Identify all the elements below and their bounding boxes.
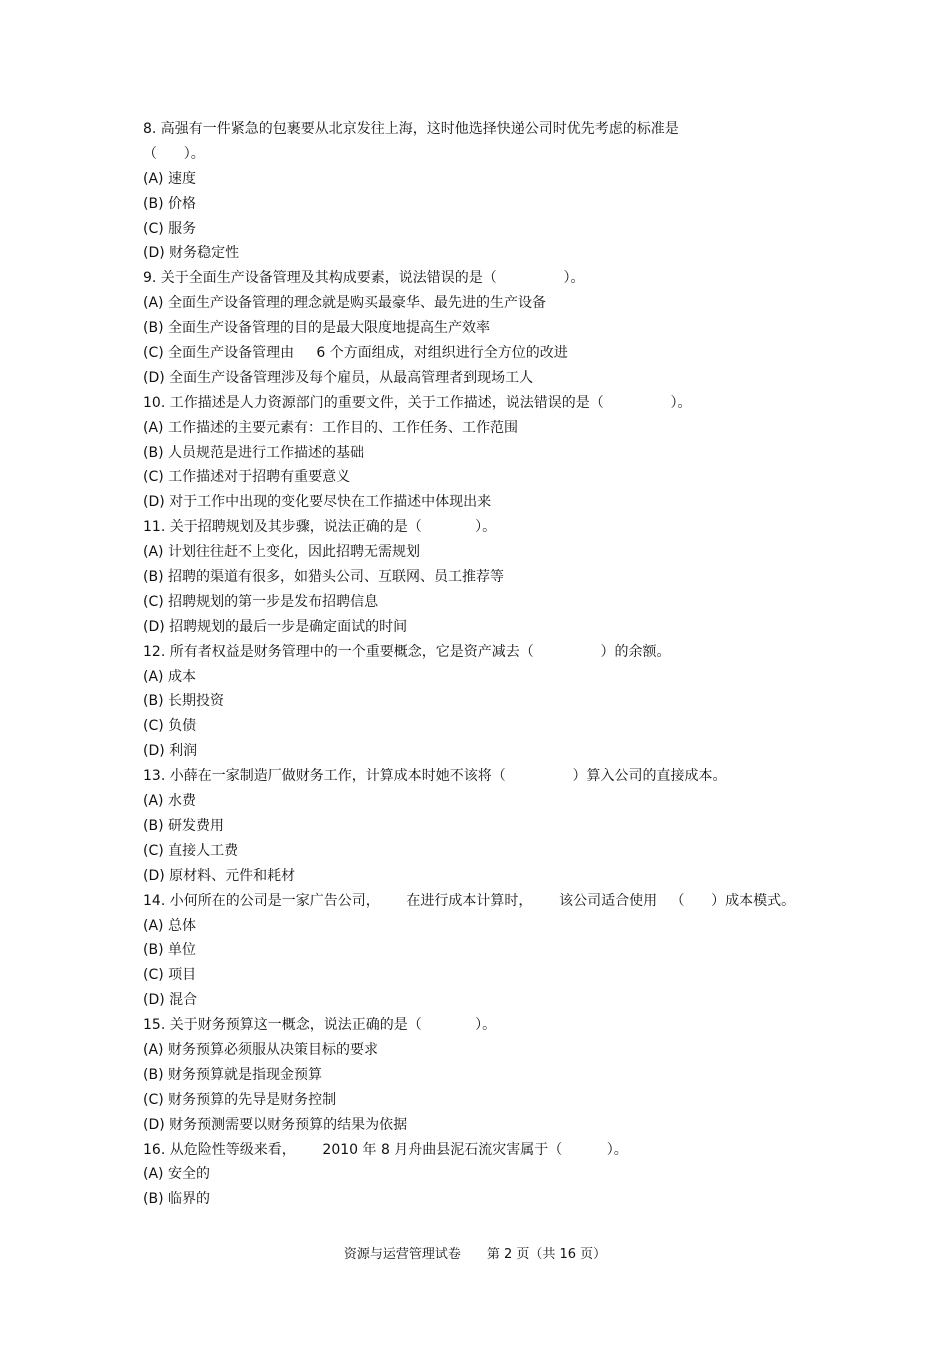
answer-option: (C) 负债 — [143, 718, 197, 735]
answer-option: (B) 全面生产设备管理的目的是最大限度地提高生产效率 — [143, 320, 490, 337]
answer-option: (D) 招聘规划的最后一步是确定面试的时间 — [143, 618, 408, 635]
answer-option: (A) 计划往往赶不上变化，因此招聘无需规划 — [143, 544, 420, 561]
answer-option: (A) 总体 — [143, 917, 196, 934]
question-line: 9. 关于全面生产设备管理及其构成要素，说法错误的是（ ）。 — [143, 270, 585, 287]
answer-option: (D) 全面生产设备管理涉及每个雇员，从最高管理者到现场工人 — [143, 369, 534, 386]
answer-option: (B) 价格 — [143, 195, 196, 212]
question-line: 15. 关于财务预算这一概念，说法正确的是（ ）。 — [143, 1017, 497, 1034]
answer-option: (D) 原材料、元件和耗材 — [143, 867, 296, 884]
footer-exam-title: 资源与运营管理试卷 — [343, 1247, 461, 1262]
answer-option: (D) 财务预测需要以财务预算的结果为依据 — [143, 1116, 408, 1133]
answer-option: (A) 水费 — [143, 793, 196, 810]
answer-option: (A) 成本 — [143, 668, 196, 685]
question-line: 10. 工作描述是人力资源部门的重要文件，关于工作描述，说法错误的是（ ）。 — [143, 394, 692, 411]
answer-option: (C) 招聘规划的第一步是发布招聘信息 — [143, 593, 379, 610]
answer-option: (A) 安全的 — [143, 1166, 210, 1183]
question-line: 11. 关于招聘规划及其步骤，说法正确的是（ ）。 — [143, 519, 497, 536]
answer-option: (A) 速度 — [143, 170, 196, 187]
answer-option: (D) 对于工作中出现的变化要尽快在工作描述中体现出来 — [143, 494, 492, 511]
answer-option: (A) 财务预算必须服从决策目标的要求 — [143, 1041, 378, 1058]
page-footer — [0, 1244, 950, 1266]
answer-option: (D) 利润 — [143, 743, 198, 760]
question-line: 13. 小薛在一家制造厂做财务工作，计算成本时她不该将（ ）算入公司的直接成本。 — [143, 768, 727, 785]
answer-option: (B) 招聘的渠道有很多，如猎头公司、互联网、员工推荐等 — [143, 569, 504, 586]
question-line: 14. 小何所在的公司是一家广告公司， 在进行成本计算时， 该公司适合使用 （ ）成本模式。 — [143, 892, 796, 909]
exam-question-list — [143, 117, 843, 1212]
answer-option: (D) 混合 — [143, 992, 198, 1009]
answer-option: (D) 财务稳定性 — [143, 245, 240, 262]
answer-option: (B) 研发费用 — [143, 817, 224, 834]
answer-option: (B) 单位 — [143, 942, 196, 959]
answer-option: (C) 服务 — [143, 220, 197, 237]
answer-option: (B) 财务预算就是指现金预算 — [143, 1066, 322, 1083]
question-line: （ ）。 — [143, 145, 205, 162]
answer-option: (C) 财务预算的先导是财务控制 — [143, 1091, 337, 1108]
answer-option: (B) 长期投资 — [143, 693, 224, 710]
answer-option: (C) 直接人工费 — [143, 842, 239, 859]
answer-option: (B) 临界的 — [143, 1191, 210, 1208]
answer-option: (B) 人员规范是进行工作描述的基础 — [143, 444, 364, 461]
answer-option: (C) 项目 — [143, 967, 197, 984]
question-line: 8. 高强有一件紧急的包裹要从北京发往上海，这时他选择快递公司时优先考虑的标准是 — [143, 121, 679, 137]
question-line: 16. 从危险性等级来看， 2010 年 8 月舟曲县泥石流灾害属于（ ）。 — [143, 1141, 628, 1158]
answer-option: (A) 全面生产设备管理的理念就是购买最豪华、最先进的生产设备 — [143, 295, 546, 312]
question-line: 12. 所有者权益是财务管理中的一个重要概念，它是资产减去（ ）的余额。 — [143, 643, 671, 660]
answer-option: (C) 工作描述对于招聘有重要意义 — [143, 469, 351, 486]
answer-option: (C) 全面生产设备管理由 6 个方面组成，对组织进行全方位的改进 — [143, 345, 568, 362]
answer-option: (A) 工作描述的主要元素有：工作目的、工作任务、工作范围 — [143, 419, 518, 436]
footer-page-number: 第 2 页（共 16 页） — [486, 1247, 607, 1262]
